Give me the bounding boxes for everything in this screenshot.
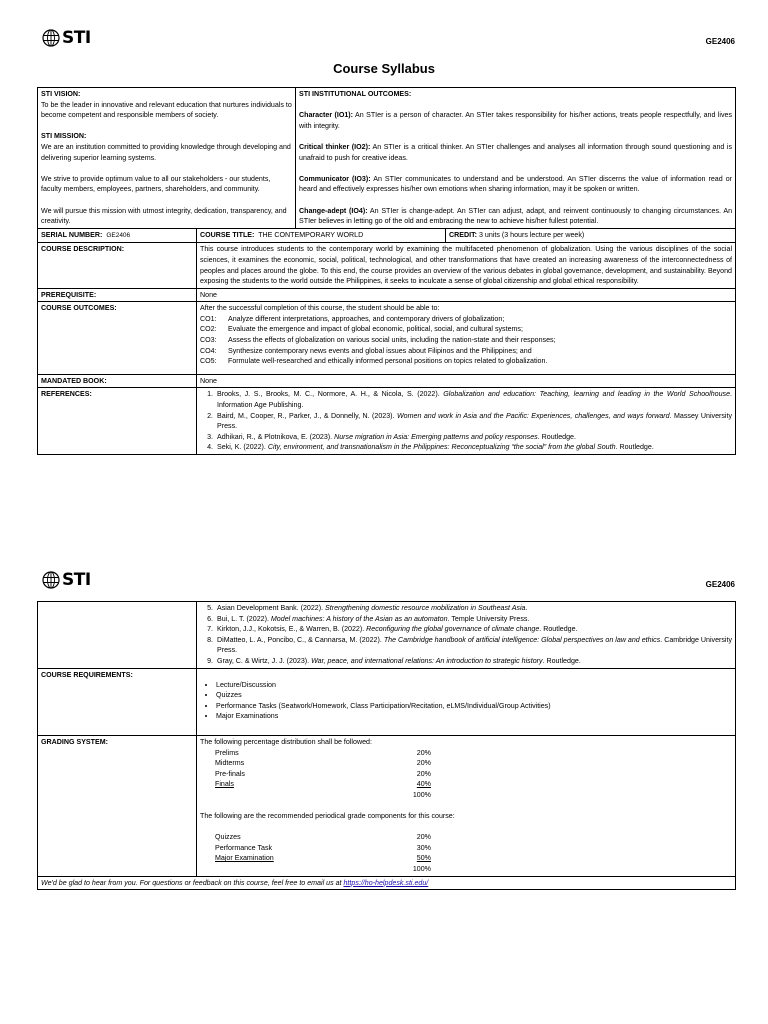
course-outcome-item: CO3: Assess the effects of globalization on various social units, including the nation-state and their responses; bbox=[200, 336, 556, 345]
credit-cell: CREDIT: 3 units (3 hours lecture per week) bbox=[446, 228, 736, 243]
grading-cell bbox=[197, 735, 736, 876]
mandated-book-row bbox=[38, 374, 736, 388]
grading-intro-1: The following percentage distribution shall be followed: bbox=[200, 737, 372, 746]
serial-cell: SERIAL NUMBER: GE2406 bbox=[38, 228, 197, 243]
references-label: REFERENCES: bbox=[38, 388, 197, 455]
course-outcomes-cell bbox=[197, 302, 736, 375]
requirements-row bbox=[38, 668, 736, 735]
grading-intro-2: The following are the recommended periodical grade components for this course: bbox=[200, 812, 455, 821]
references-continued-row bbox=[38, 602, 736, 669]
grade-row: Performance Task 30% bbox=[215, 843, 431, 852]
requirement-item: • Lecture/Discussion bbox=[216, 680, 732, 691]
sti-logo bbox=[42, 570, 91, 590]
empty-label-cell bbox=[38, 602, 197, 669]
course-outcome-item: CO2: Evaluate the emergence and impact of global economic, political, social, and cultural systems; bbox=[200, 325, 523, 334]
requirements-cell bbox=[197, 668, 736, 735]
requirement-item: • Major Examinations bbox=[216, 711, 732, 722]
reference-item: 8. DiMatteo, L. A., Poncibo, C., & Cannarsa, M. (2022). The Cambridge handbook of artificial intelligence: Global perspectives on law and ethics. Cambridge University Press. bbox=[215, 635, 732, 656]
grade-row: Finals 40% bbox=[215, 780, 431, 789]
reference-item: 1. Brooks, J. S., Brooks, M. C., Normore, A. H., & Nicola, S. (2022). Globalization and education: Teaching, learning and leading in the World Schoolhouse. Information Age Publishing. bbox=[215, 389, 732, 410]
reference-item: 7. Kirkton, J.J., Kokotsis, E., & Warren, B. (2022). Reconfiguring the global governance of climate change. Routledge. bbox=[215, 624, 732, 635]
course-outcomes-label: COURSE OUTCOMES: bbox=[38, 302, 197, 375]
references-list-continued bbox=[200, 603, 732, 667]
grading-row bbox=[38, 735, 736, 876]
reference-item: 5. Asian Development Bank. (2022). Strengthening domestic resource mobilization in Southeast Asia. bbox=[215, 603, 732, 614]
course-code: GE2406 bbox=[705, 580, 735, 589]
mission-label: STI MISSION: bbox=[41, 132, 87, 141]
globe-icon bbox=[42, 29, 60, 47]
grade-row: Quizzes 20% bbox=[215, 833, 431, 842]
prereq-row bbox=[38, 288, 736, 302]
grade-total: 100% bbox=[412, 790, 431, 799]
outcome-io2: Critical thinker (IO2): An STIer is a critical thinker. An STIer challenges and analyses all information through sound questioning and is unafraid to push for creative ideas. bbox=[299, 142, 733, 162]
outcome-io1: Character (IO1): An STIer is a person of character. An STIer takes responsibility for his/her actions, treats people respectfully, and lives with integrity. bbox=[299, 111, 732, 130]
grade-row: Pre-finals 20% bbox=[215, 769, 431, 778]
mandated-book-label: MANDATED BOOK: bbox=[38, 374, 197, 388]
course-outcomes-row bbox=[38, 302, 736, 375]
vision-mission-cell bbox=[38, 88, 296, 229]
institutional-outcomes-cell bbox=[296, 88, 736, 229]
vision-outcomes-row bbox=[38, 88, 736, 229]
page-title: Course Syllabus bbox=[333, 61, 435, 76]
references-list bbox=[200, 389, 732, 453]
description-label: COURSE DESCRIPTION: bbox=[38, 243, 197, 288]
requirement-item: • Performance Tasks (Seatwork/Homework, Class Participation/Recitation, eLMS/Individual/Group Activities) bbox=[216, 701, 732, 712]
course-code: GE2406 bbox=[705, 37, 735, 46]
course-outcome-item: CO5: Formulate well-researched and ethically informed personal positions on topics related to globalization. bbox=[200, 357, 548, 366]
reference-item: 3. Adhikari, R., & Plotnikova, E. (2023). Nurse migration in Asia: Emerging patterns and policy responses. Routledge. bbox=[215, 432, 732, 443]
mission-text-3: We will pursue this mission with utmost integrity, dedication, transparency, and creativity. bbox=[41, 206, 287, 226]
grading-label: GRADING SYSTEM: bbox=[38, 735, 197, 876]
grade-total: 100% bbox=[412, 865, 431, 874]
serial-row bbox=[38, 228, 736, 243]
grade-row: Major Examination 50% bbox=[215, 854, 431, 863]
brand-name: STI bbox=[62, 28, 91, 48]
requirements-label: COURSE REQUIREMENTS: bbox=[38, 668, 197, 735]
prereq-label: PREREQUISITE: bbox=[38, 288, 197, 302]
references-cell bbox=[197, 388, 736, 455]
reference-item: 9. Gray, C. & Wirtz, J. J. (2023). War, peace, and international relations: An introduction to strategic history. Routledge. bbox=[215, 656, 732, 667]
grade-row: Prelims 20% bbox=[215, 748, 431, 757]
mission-text-2: We strive to provide optimum value to all our stakeholders - our students, faculty members, employees, partners, shareholders, and community. bbox=[41, 174, 271, 194]
sti-logo bbox=[42, 28, 91, 48]
globe-icon bbox=[42, 571, 60, 589]
course-outcomes-intro: After the successful completion of this course, the student should be able to: bbox=[200, 304, 440, 313]
course-outcome-item: CO1: Analyze different interpretations, approaches, and contemporary drivers of globalization; bbox=[200, 314, 505, 323]
page-2 bbox=[0, 560, 768, 1020]
syllabus-table-continued bbox=[37, 601, 736, 890]
vision-label: STI VISION: bbox=[41, 90, 81, 98]
prereq-value: None bbox=[197, 288, 736, 302]
grade-row: Midterms 20% bbox=[215, 759, 431, 768]
brand-name: STI bbox=[62, 570, 91, 590]
vision-text: To be the leader in innovative and relevant education that nurtures individuals to become competent and responsible members of society. bbox=[41, 100, 292, 120]
description-row bbox=[38, 243, 736, 288]
reference-item: 2. Baird, M., Cooper, R., Parker, J., & Donnelly, N. (2023). Women and work in Asia and the Pacific: Experiences, challenges, and ways forward. Massey University Press. bbox=[215, 411, 732, 432]
reference-item: 4. Seki, K. (2022). City, environment, and transnationalism in the Philippines: Reconceptualizing “the social” from the global South. Routledge. bbox=[215, 442, 732, 453]
references-continued-cell bbox=[197, 602, 736, 669]
feedback-note: We'd be glad to hear from you. For questions or feedback on this course, feel free to email us at https://ho-helpdesk.sti.edu/ bbox=[38, 876, 736, 890]
mandated-book-value: None bbox=[197, 374, 736, 388]
feedback-row bbox=[38, 876, 736, 890]
description-text: This course introduces students to the contemporary world by examining the multifaceted phenomenon of globalization. Using the various disciplines of the social sciences, it examines the economic, social, political, technological, and other transformations that have created an increasing awareness of the interconnectedness of peoples and places around the globe. To this end, the course provides an overview of the various debates in global governance, development, and sustainability. Beyond exposing the students to the world outside the Philippines, it seeks to inculcate a sense of global citizenship and global ethical responsibility. bbox=[197, 243, 736, 288]
page-1 bbox=[0, 0, 768, 500]
references-row bbox=[38, 388, 736, 455]
mission-text-1: We are an institution committed to providing knowledge through developing and delivering superior learning systems. bbox=[41, 142, 291, 162]
syllabus-table bbox=[37, 87, 736, 455]
outcome-io3: Communicator (IO3): An STIer communicates to understand and be understood. An STIer discerns the value of information read or heard and effectively expresses his/her own emotions when sharing information, may it be spoken or written. bbox=[299, 174, 733, 194]
requirement-item: • Quizzes bbox=[216, 690, 732, 701]
reference-item: 6. Bui, L. T. (2022). Model machines: A history of the Asian as an automaton. Temple University Press. bbox=[215, 614, 732, 625]
outcome-io4: Change-adept (IO4): An STIer is change-adept. An STIer can adjust, adapt, and reinvent continuously to changing circumstances. An STIer believes in letting go of the old and embracing the new to achieve his/her fullest potential. bbox=[299, 206, 733, 226]
outcomes-label: STI INSTITUTIONAL OUTCOMES: bbox=[299, 90, 412, 98]
helpdesk-link[interactable]: https://ho-helpdesk.sti.edu/ bbox=[343, 878, 429, 887]
requirements-list bbox=[200, 680, 732, 722]
course-outcome-item: CO4: Synthesize contemporary news events and global issues about Filipinos and the Philippines; and bbox=[200, 346, 532, 355]
course-title-cell: COURSE TITLE: THE CONTEMPORARY WORLD bbox=[197, 228, 446, 243]
